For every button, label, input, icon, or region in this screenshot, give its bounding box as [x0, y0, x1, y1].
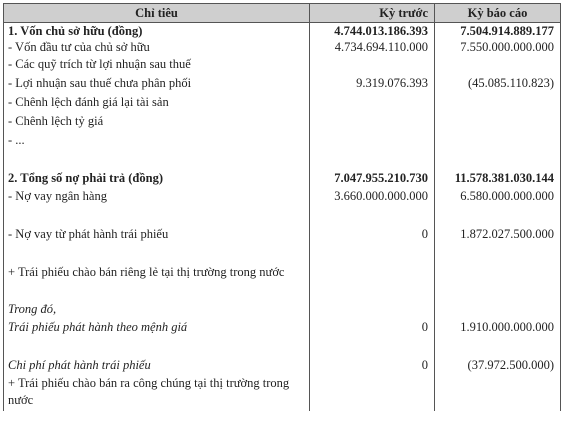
- row-label: - Chênh lệch đánh giá lại tài sản: [4, 94, 310, 113]
- row-curr-value: [435, 132, 561, 170]
- table-row: [4, 375, 561, 411]
- row-label: + Trái phiếu chào bán ra công chúng tại thị trường trong nước: [4, 375, 310, 411]
- row-prev-value: 9.319.076.393: [310, 75, 435, 94]
- table-row: [4, 170, 561, 188]
- row-label: Trong đó,: [4, 301, 310, 319]
- row-label: Chi phí phát hành trái phiếu: [4, 357, 310, 375]
- header-indicator: Chỉ tiêu: [4, 4, 310, 23]
- table-row: [4, 357, 561, 375]
- table-row: [4, 226, 561, 264]
- table-row: [4, 264, 561, 301]
- table-row: [4, 23, 561, 40]
- row-label: - Vốn đầu tư của chủ sở hữu: [4, 39, 310, 56]
- row-curr-value: 11.578.381.030.144: [435, 170, 561, 188]
- row-prev-value: 0: [310, 319, 435, 357]
- row-curr-value: 6.580.000.000.000: [435, 188, 561, 226]
- row-curr-value: [435, 113, 561, 132]
- row-prev-value: [310, 56, 435, 75]
- row-prev-value: [310, 113, 435, 132]
- row-label: - Nợ vay từ phát hành trái phiếu: [4, 226, 310, 264]
- row-prev-value: [310, 301, 435, 319]
- row-prev-value: [310, 94, 435, 113]
- row-label: - Chênh lệch tỷ giá: [4, 113, 310, 132]
- row-curr-value: 7.550.000.000.000: [435, 39, 561, 56]
- row-label: Trái phiếu phát hành theo mệnh giá: [4, 319, 310, 357]
- row-label: + Trái phiếu chào bán riêng lẻ tại thị trường trong nước: [4, 264, 310, 301]
- row-curr-value: (37.972.500.000): [435, 357, 561, 375]
- header-reporting-period: Kỳ báo cáo: [435, 4, 561, 23]
- table-row: [4, 94, 561, 113]
- row-curr-value: 1.872.027.500.000: [435, 226, 561, 264]
- table-header-row: [4, 4, 561, 23]
- row-curr-value: [435, 56, 561, 75]
- row-curr-value: 7.504.914.889.177: [435, 23, 561, 40]
- table-row: [4, 56, 561, 75]
- row-label: - Lợi nhuận sau thuế chưa phân phối: [4, 75, 310, 94]
- financial-table-sheet: [3, 3, 560, 445]
- row-label: - ...: [4, 132, 310, 170]
- row-label: - Nợ vay ngân hàng: [4, 188, 310, 226]
- table-row: [4, 301, 561, 319]
- row-curr-value: [435, 94, 561, 113]
- row-curr-value: [435, 301, 561, 319]
- row-curr-value: [435, 375, 561, 411]
- row-label: 2. Tổng số nợ phải trả (đồng): [4, 170, 310, 188]
- row-prev-value: 0: [310, 357, 435, 375]
- row-prev-value: 4.744.013.186.393: [310, 23, 435, 40]
- row-curr-value: 1.910.000.000.000: [435, 319, 561, 357]
- table-row: [4, 132, 561, 170]
- row-label: - Các quỹ trích từ lợi nhuận sau thuế: [4, 56, 310, 75]
- row-prev-value: [310, 264, 435, 301]
- header-previous-period: Kỳ trước: [310, 4, 435, 23]
- financial-table: [3, 3, 561, 411]
- row-prev-value: [310, 132, 435, 170]
- row-prev-value: 0: [310, 226, 435, 264]
- table-row: [4, 319, 561, 357]
- row-prev-value: [310, 375, 435, 411]
- table-row: [4, 75, 561, 94]
- row-label: 1. Vốn chủ sở hữu (đồng): [4, 23, 310, 40]
- row-prev-value: 4.734.694.110.000: [310, 39, 435, 56]
- table-row: [4, 39, 561, 56]
- row-curr-value: [435, 264, 561, 301]
- table-row: [4, 188, 561, 226]
- table-row: [4, 113, 561, 132]
- row-prev-value: 7.047.955.210.730: [310, 170, 435, 188]
- row-curr-value: (45.085.110.823): [435, 75, 561, 94]
- row-prev-value: 3.660.000.000.000: [310, 188, 435, 226]
